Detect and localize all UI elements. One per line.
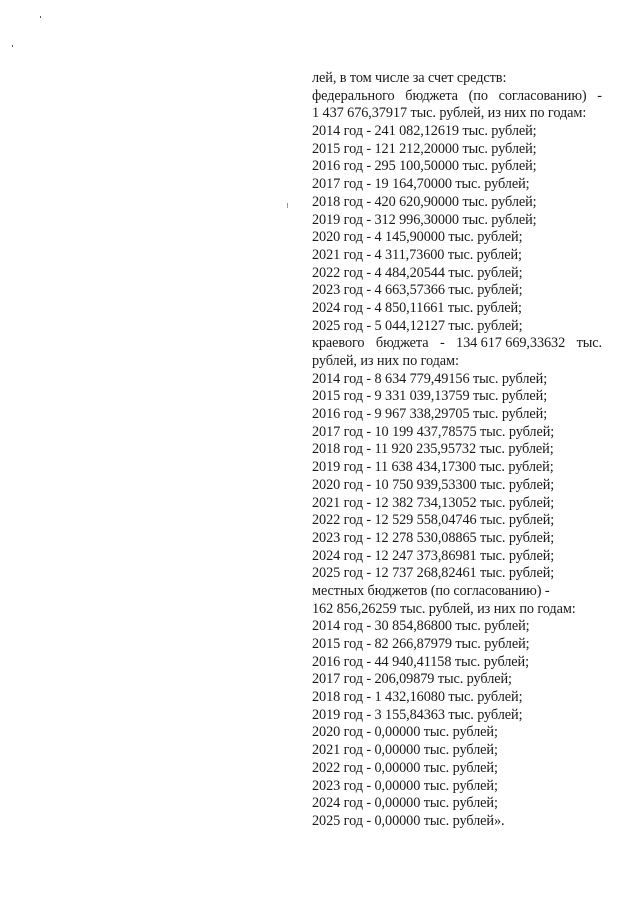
regional-year-line: 2021 год - 12 382 734,13052 тыс. рублей; xyxy=(312,494,555,511)
local-total-line: 162 856,26259 тыс. рублей, из них по годам: xyxy=(312,600,576,617)
local-heading: местных бюджетов (по согласованию) - xyxy=(312,582,550,599)
scan-speck xyxy=(287,203,288,208)
federal-heading xyxy=(312,88,602,106)
regional-year-line: 2016 год - 9 967 338,29705 тыс. рублей; xyxy=(312,406,548,423)
federal-heading-word: федерального xyxy=(312,87,395,104)
local-year-line: 2023 год - 0,00000 тыс. рублей; xyxy=(312,777,498,794)
regional-year-line: 2019 год - 11 638 434,17300 тыс. рублей; xyxy=(312,459,554,476)
federal-year-line: 2019 год - 312 996,30000 тыс. рублей; xyxy=(312,211,537,228)
federal-year-line: 2021 год - 4 311,73600 тыс. рублей; xyxy=(312,246,522,263)
federal-year-line: 2016 год - 295 100,50000 тыс. рублей; xyxy=(312,158,537,175)
federal-year-line: 2025 год - 5 044,12127 тыс. рублей; xyxy=(312,317,523,334)
local-year-line: 2019 год - 3 155,84363 тыс. рублей; xyxy=(312,706,523,723)
federal-heading-word: (по xyxy=(468,87,488,104)
local-year-line: 2022 год - 0,00000 тыс. рублей; xyxy=(312,759,498,776)
scan-speck xyxy=(40,16,41,18)
regional-total-line: рублей, из них по годам: xyxy=(312,353,459,369)
local-year-line: 2024 год - 0,00000 тыс. рублей; xyxy=(312,795,498,812)
regional-year-line: 2014 год - 8 634 779,49156 тыс. рублей; xyxy=(312,370,548,387)
scan-speck xyxy=(12,45,13,47)
regional-heading-word: 134 617 669,33632 xyxy=(456,335,566,352)
federal-year-line: 2024 год - 4 850,11661 тыс. рублей; xyxy=(312,299,522,316)
federal-year-line: 2018 год - 420 620,90000 тыс. рублей; xyxy=(312,193,537,210)
federal-year-line: 2017 год - 19 164,70000 тыс. рублей; xyxy=(312,176,530,193)
regional-heading-word: тыс. xyxy=(576,335,602,352)
local-year-line: 2016 год - 44 940,41158 тыс. рублей; xyxy=(312,653,529,670)
regional-heading xyxy=(312,335,602,353)
local-year-line: 2020 год - 0,00000 тыс. рублей; xyxy=(312,724,498,741)
local-year-line: 2021 год - 0,00000 тыс. рублей; xyxy=(312,742,498,759)
regional-year-line: 2017 год - 10 199 437,78575 тыс. рублей; xyxy=(312,423,555,440)
federal-year-line: 2022 год - 4 484,20544 тыс. рублей; xyxy=(312,264,523,281)
federal-year-line: 2020 год - 4 145,90000 тыс. рублей; xyxy=(312,229,523,246)
regional-heading-word: краевого xyxy=(312,335,365,352)
regional-year-line: 2025 год - 12 737 268,82461 тыс. рублей; xyxy=(312,565,555,582)
intro-line: лей, в том числе за счет средств: xyxy=(312,70,507,86)
federal-heading-word: согласованию) xyxy=(498,87,587,104)
federal-heading-word: бюджета xyxy=(405,87,458,104)
regional-heading-word: - xyxy=(439,335,445,352)
regional-year-line: 2015 год - 9 331 039,13759 тыс. рублей; xyxy=(312,388,548,405)
local-year-line: 2015 год - 82 266,87979 тыс. рублей; xyxy=(312,636,530,652)
regional-year-line: 2020 год - 10 750 939,53300 тыс. рублей; xyxy=(312,476,555,493)
federal-heading-word: - xyxy=(597,87,602,104)
federal-total-line: 1 437 676,37917 тыс. рублей, из них по годам: xyxy=(312,105,587,122)
local-year-line: 2018 год - 1 432,16080 тыс. рублей; xyxy=(312,689,523,706)
federal-year-line: 2023 год - 4 663,57366 тыс. рублей; xyxy=(312,282,523,299)
local-year-line: 2014 год - 30 854,86800 тыс. рублей; xyxy=(312,618,530,635)
regional-year-line: 2023 год - 12 278 530,08865 тыс. рублей; xyxy=(312,529,555,546)
federal-year-line: 2014 год - 241 082,12619 тыс. рублей; xyxy=(312,123,537,140)
federal-year-line: 2015 год - 121 212,20000 тыс. рублей; xyxy=(312,140,537,157)
regional-year-line: 2024 год - 12 247 373,86981 тыс. рублей; xyxy=(312,547,555,564)
regional-heading-word: бюджета xyxy=(375,335,429,352)
local-year-line: 2025 год - 0,00000 тыс. рублей». xyxy=(312,812,505,829)
funding-text-block xyxy=(312,70,602,831)
regional-year-line: 2018 год - 11 920 235,95732 тыс. рублей; xyxy=(312,441,554,458)
local-year-line: 2017 год - 206,09879 тыс. рублей; xyxy=(312,671,512,688)
regional-year-line: 2022 год - 12 529 558,04746 тыс. рублей; xyxy=(312,512,555,529)
